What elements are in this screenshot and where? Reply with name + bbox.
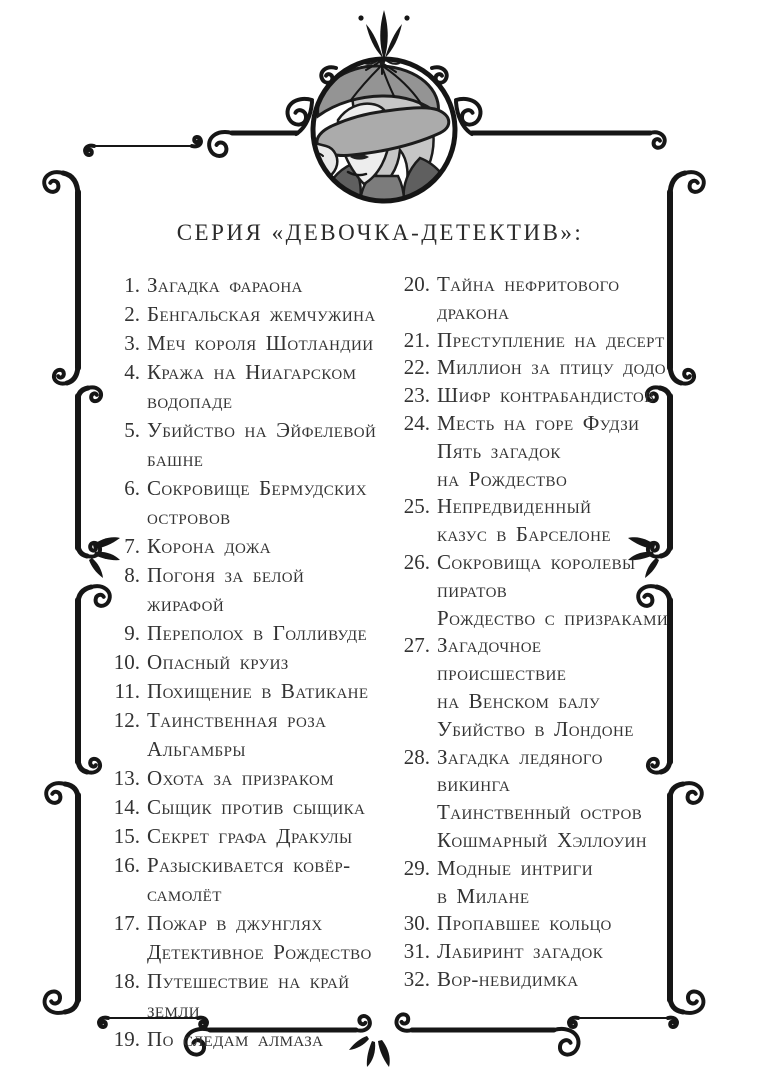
item-titles — [437, 549, 682, 632]
item-number: 29. — [403, 855, 430, 880]
title-line: Секрет графа Дракулы — [147, 824, 353, 848]
list-item — [102, 561, 390, 619]
list-item — [388, 938, 682, 966]
list-item — [102, 532, 390, 561]
item-number: 14. — [113, 795, 140, 819]
item-titles — [147, 967, 390, 1025]
item-titles — [147, 851, 390, 909]
item-number: 8. — [124, 563, 140, 587]
title-line: Модные интриги — [437, 855, 593, 880]
list-item — [102, 619, 390, 648]
title-line: Убийство в Лондоне — [437, 716, 634, 741]
list-item — [102, 329, 390, 358]
item-number: 9. — [124, 621, 140, 645]
item-number: 11. — [114, 679, 140, 703]
item-number: 4. — [124, 360, 140, 384]
item-number: 15. — [113, 824, 140, 848]
item-number: 10. — [113, 650, 140, 674]
item-titles — [147, 619, 390, 648]
list-item — [102, 706, 390, 764]
title-line: Миллион за птицу додо — [437, 355, 667, 380]
title-line: Путешествие на край — [147, 969, 350, 993]
item-titles — [147, 271, 390, 300]
list-item — [102, 358, 390, 416]
item-titles — [147, 706, 390, 764]
title-line: Сокровище Бермудских — [147, 476, 367, 500]
item-number: 31. — [403, 939, 430, 964]
list-item — [388, 382, 682, 410]
item-titles — [147, 677, 390, 706]
item-titles — [437, 744, 682, 855]
title-line: Детективное Рождество — [147, 940, 372, 964]
title-line: По следам алмаза — [147, 1027, 324, 1051]
title-line: Альгамбры — [147, 737, 246, 761]
list-item — [102, 677, 390, 706]
item-number: 21. — [403, 327, 430, 352]
title-line: викинга — [437, 772, 511, 797]
item-titles — [147, 329, 390, 358]
title-line: на Венском балу — [437, 688, 601, 713]
title-line: пиратов — [437, 577, 508, 602]
item-titles — [147, 474, 390, 532]
item-number: 25. — [403, 494, 430, 519]
item-titles — [147, 1025, 390, 1054]
title-line: Погоня за белой — [147, 563, 305, 587]
list-item — [102, 822, 390, 851]
item-titles — [437, 855, 682, 911]
title-line: Месть на горе Фудзи — [437, 410, 640, 435]
list-item — [388, 271, 682, 327]
title-line: Лабиринт загадок — [437, 939, 604, 964]
title-line: Пожар в джунглях — [147, 911, 323, 935]
item-number: 12. — [113, 708, 140, 732]
list-item — [388, 855, 682, 911]
item-titles — [147, 561, 390, 619]
title-line: самолёт — [147, 882, 222, 906]
item-titles — [147, 822, 390, 851]
series-title: СЕРИЯ «ДЕВОЧКА-ДЕТЕКТИВ»: — [176, 220, 584, 245]
item-number: 16. — [113, 853, 140, 877]
title-line: Переполох в Голливуде — [147, 621, 368, 645]
list-item — [102, 474, 390, 532]
item-titles — [437, 410, 682, 493]
item-number: 1. — [124, 273, 140, 297]
title-line: жирафой — [147, 592, 225, 616]
item-titles — [437, 327, 682, 355]
title-line: Сокровища королевы — [437, 549, 636, 574]
item-number: 17. — [113, 911, 140, 935]
title-line: в Милане — [437, 883, 530, 908]
title-line: происшествие — [437, 661, 567, 686]
item-titles — [147, 648, 390, 677]
list-item — [102, 967, 390, 1025]
title-line: Загадочное — [437, 633, 542, 658]
list-item — [102, 300, 390, 329]
title-line: Корона дожа — [147, 534, 271, 558]
item-number: 6. — [124, 476, 140, 500]
title-line: Опасный круиз — [147, 650, 289, 674]
title-line: Вор-невидимка — [437, 966, 579, 991]
title-line: Тайна нефритового — [437, 272, 620, 296]
title-line: Таинственный остров — [437, 800, 643, 825]
list-item — [388, 744, 682, 855]
item-number: 7. — [124, 534, 140, 558]
item-number: 13. — [113, 766, 140, 790]
list-item — [102, 648, 390, 677]
list-item — [388, 632, 682, 743]
title-line: Таинственная роза — [147, 708, 327, 732]
item-titles — [147, 532, 390, 561]
list-item — [388, 493, 682, 549]
item-number: 23. — [403, 383, 430, 408]
title-line: Шифр контрабандистов — [437, 383, 655, 408]
item-number: 5. — [124, 418, 140, 442]
title-line: Сыщик против сыщика — [147, 795, 366, 819]
list-item — [102, 793, 390, 822]
list-item — [388, 410, 682, 493]
title-line: Охота за призраком — [147, 766, 334, 790]
item-titles — [147, 793, 390, 822]
title-line: Пять загадок — [437, 438, 561, 463]
title-line: земли — [147, 998, 201, 1022]
item-number: 18. — [113, 969, 140, 993]
title-line: Загадка фараона — [147, 273, 303, 297]
list-item — [102, 1025, 390, 1054]
list-item — [388, 549, 682, 632]
item-number: 2. — [124, 302, 140, 326]
item-titles — [437, 493, 682, 549]
item-titles — [437, 271, 682, 327]
item-number: 27. — [403, 633, 430, 658]
title-line: островов — [147, 505, 231, 529]
item-number: 24. — [403, 410, 430, 435]
title-line: Похищение в Ватикане — [147, 679, 369, 703]
item-titles — [437, 632, 682, 743]
item-titles — [147, 358, 390, 416]
title-line: Преступление на десерт — [437, 327, 665, 352]
list-item — [102, 764, 390, 793]
item-titles — [147, 300, 390, 329]
list-item — [388, 910, 682, 938]
title-line: Кошмарный Хэллоуин — [437, 827, 647, 852]
title-line: Пропавшее кольцо — [437, 911, 612, 936]
list-item — [388, 354, 682, 382]
item-titles — [437, 354, 682, 382]
title-line: Кража на Ниагарском — [147, 360, 357, 384]
list-item — [388, 327, 682, 355]
title-line: башне — [147, 447, 204, 471]
item-titles — [437, 966, 682, 994]
item-number: 26. — [403, 549, 430, 574]
item-titles — [147, 416, 390, 474]
title-line: дракона — [437, 299, 510, 324]
item-titles — [437, 382, 682, 410]
item-number: 22. — [403, 355, 430, 380]
title-line: казус в Барселоне — [437, 522, 611, 547]
title-line: на Рождество — [437, 466, 568, 491]
item-titles — [147, 764, 390, 793]
book-list-left-column — [102, 271, 390, 1054]
list-item — [102, 271, 390, 300]
item-titles — [437, 938, 682, 966]
item-number: 20. — [403, 272, 430, 296]
title-line: Бенгальская жемчужина — [147, 302, 376, 326]
title-line: Непредвиденный — [437, 494, 592, 519]
item-titles — [437, 910, 682, 938]
item-number: 28. — [403, 744, 430, 769]
list-item — [102, 909, 390, 967]
title-line: Убийство на Эйфелевой — [147, 418, 377, 442]
item-number: 19. — [113, 1027, 140, 1051]
book-list-right-column — [388, 271, 682, 994]
list-item — [102, 851, 390, 909]
title-line: Загадка ледяного — [437, 744, 603, 769]
item-number: 30. — [403, 911, 430, 936]
title-line: водопаде — [147, 389, 233, 413]
title-line: Разыскивается ковёр- — [147, 853, 351, 877]
title-line: Меч короля Шотландии — [147, 331, 374, 355]
item-number: 32. — [403, 966, 430, 991]
item-number: 3. — [124, 331, 140, 355]
title-line: Рождество с призраками — [437, 605, 669, 630]
item-titles — [147, 909, 390, 967]
list-item — [102, 416, 390, 474]
list-item — [388, 966, 682, 994]
